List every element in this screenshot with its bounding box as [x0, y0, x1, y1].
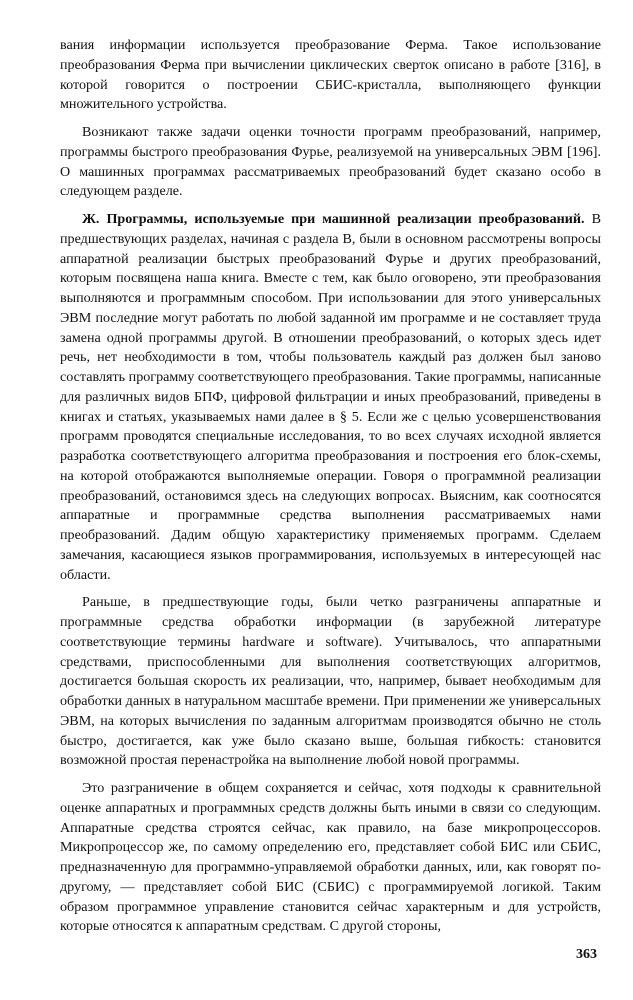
- paragraph-text: вания информации используется преобразование Ферма. Такое использование преобразования Ферма при вычислении циклических сверток описано в работе [316], в которой говорится о построении СБИС-кристалла, выполняющего функции множительного устройства.: [60, 37, 601, 113]
- paragraph-text: Возникают также задачи оценки точности программ преобразований, например, программы быстрого преобразования Фурье, реализуемой на универсальных ЭВМ [196]. О машинных программах рассматриваемых преобразований будет сказано особо в следующем разделе.: [60, 124, 601, 200]
- page-number: 363: [576, 947, 597, 962]
- paragraph-text: В предшествующих разделах, начиная с раздела В, были в основном рассмотрены вопросы аппаратной реализации быстрых преобразований Фурье и других преобразований, которым посвящена наша книга. Вместе с тем, как было оговорено, эти преобразования выполняются и программным способом. При использовании для этого универсальных ЭВМ последние могут работать по любой заданной им программе и не составляет труда замена одной программы другой. В отношении преобразований, о которых здесь идет речь, нет необходимости в том, чтобы пользователь каждый раз должен был заново составлять программу соответствующего преобразования. Такие программы, написанные для различных видов БПФ, цифровой фильтрации и иных преобразований, приведены в книгах и статьях, указываемых нами далее в § 5. Если же с целью усовершенствования программ проводятся специальные исследования, то во всех случаях исходной является разработка соответствующего алгоритма преобразования и построения его блок-схемы, на которой отображаются выполняемые операции. Говоря о программной реализации преобразований, остановимся здесь на следующих вопросах. Выясним, как соотносятся аппаратные и программные средства выполнения рассматриваемых нами преобразований. Дадим общую характеристику применяемых программ. Сделаем замечания, касающиеся языков программирования, используемых в интересующей нас области.: [60, 211, 601, 583]
- paragraph-accuracy: [60, 123, 601, 202]
- section-heading: Ж. Программы, используемые при машинной реализации преобразований.: [82, 211, 585, 227]
- paragraph-fermat-continuation: [60, 36, 601, 115]
- paragraph-text: Раньше, в предшествующие годы, были четко разграничены аппаратные и программные средства обработки информации (в зарубежной литературе соответствующие термины hardware и software). Учитывалось, что аппаратными средствами, приспособленными для выполнения соответствующих алгоритмов, достигается большая скорость их реализации, что, например, бывает необходимым для обработки данных в натуральном масштабе времени. При применении же универсальных ЭВМ, на которых вычисления по заданным алгоритмам производятся обычно не столь быстро, достигается, как уже было сказано выше, большая гибкость: становится возможной простая перенастройка на выполнение любой новой программы.: [60, 594, 601, 769]
- paragraph-text: Это разграничение в общем сохраняется и сейчас, хотя подходы к сравнительной оценке аппаратных и программных средств должны быть иными в связи со следующим. Аппаратные средства строятся сейчас, как правило, на базе микропроцессоров. Микропроцессор же, по самому определению его, представляет собой БИС или СБИС, предназначенную для программно-управляемой обработки данных, или, как говорят по-другому, — представляет собой БИС (СБИС) с программируемой логикой. Таким образом программное управление становится сейчас характерным и для устройств, которые относятся к аппаратным средствам. С другой стороны,: [60, 780, 601, 935]
- paragraph-section-zh: [60, 210, 601, 585]
- paragraph-microprocessors: [60, 779, 601, 937]
- paragraph-hardware-software: [60, 593, 601, 771]
